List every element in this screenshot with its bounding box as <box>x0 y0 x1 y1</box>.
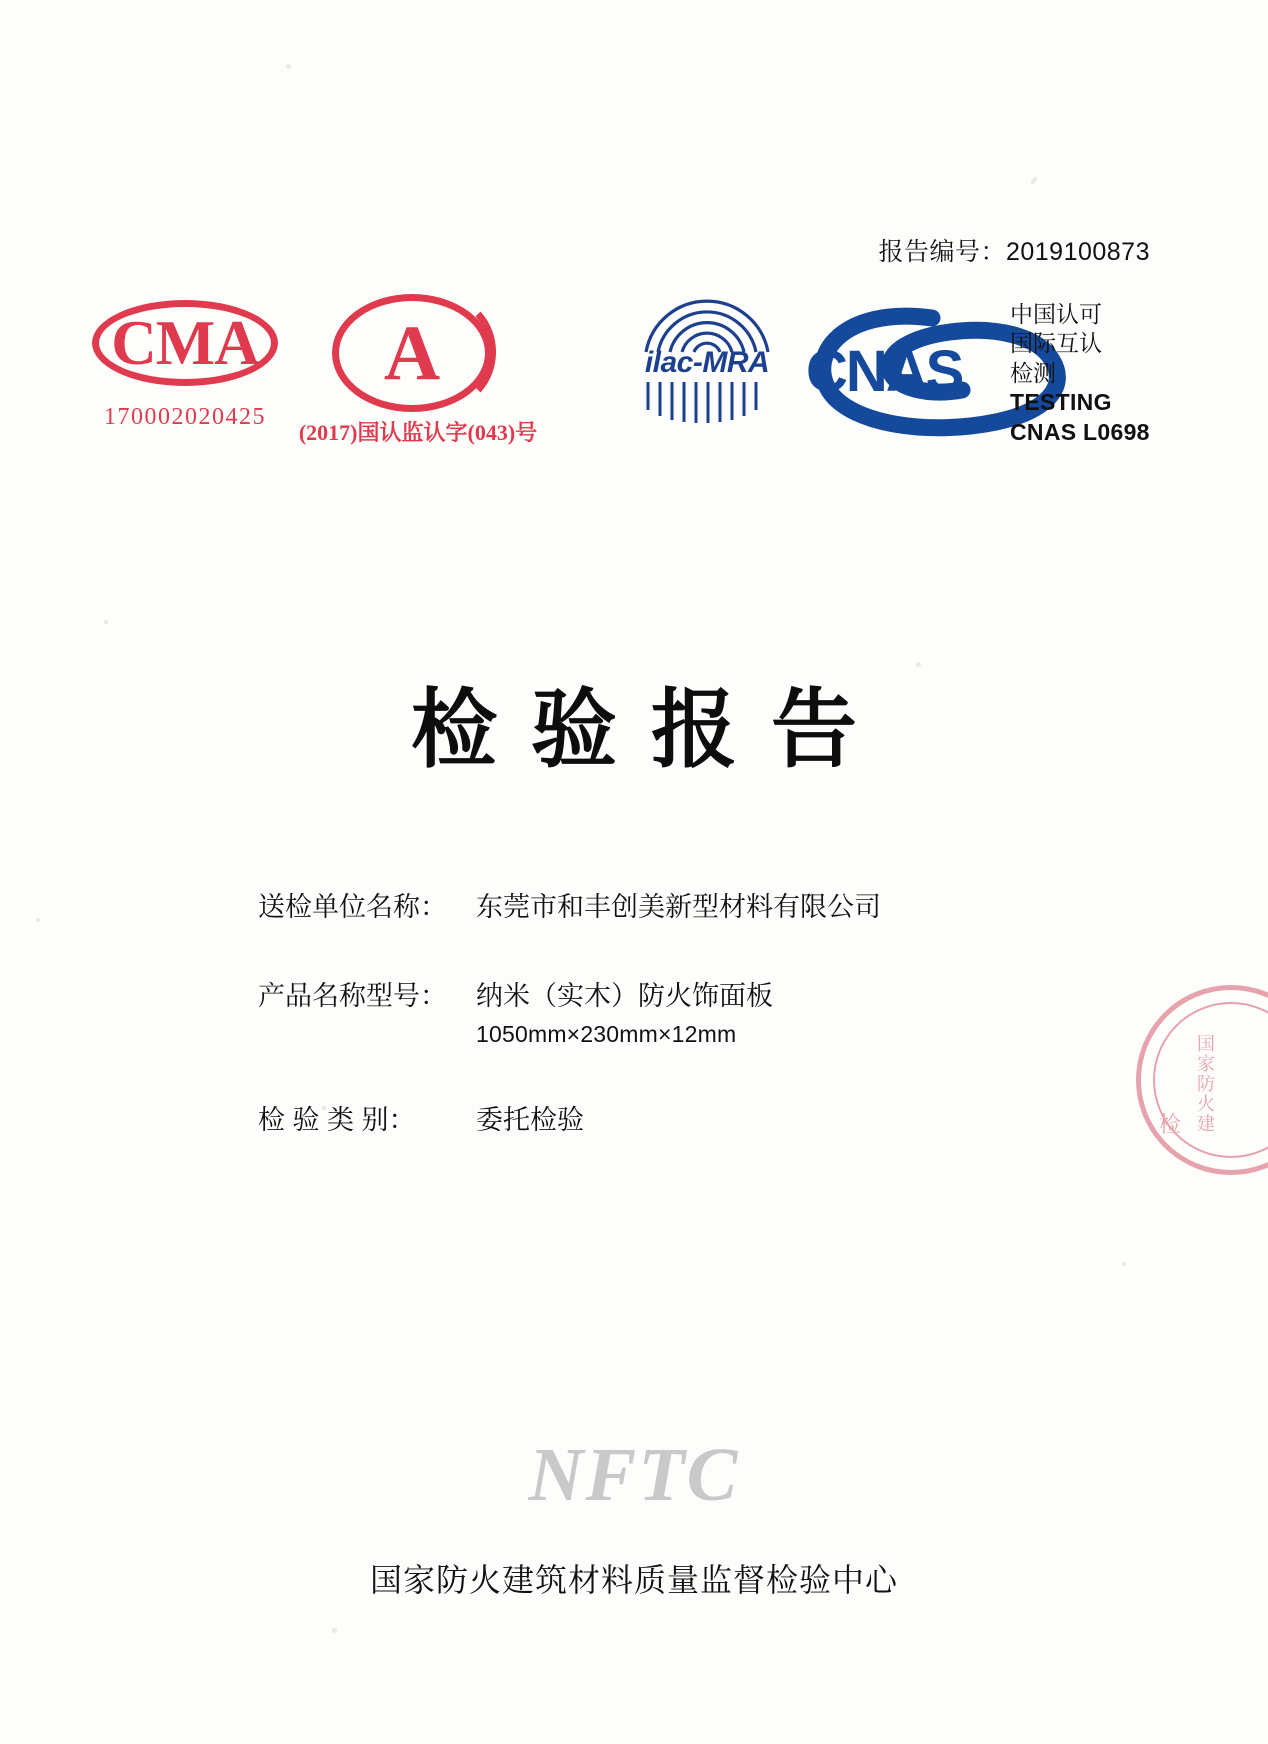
paper-speck <box>36 918 40 922</box>
report-fields <box>258 885 1058 1187</box>
field-submitting-unit <box>258 885 1058 924</box>
page-title: 检验报告 <box>411 680 891 780</box>
paper-speck <box>332 1628 337 1633</box>
seal-text-line-2: 检 <box>1159 1112 1182 1137</box>
cnas-line-4: TESTING <box>1010 389 1112 416</box>
cal-letter: A <box>383 309 441 396</box>
report-number-label: 报告编号： <box>878 238 1006 266</box>
cnas-line-5: CNAS L0698 <box>1010 418 1150 445</box>
nftc-watermark: NFTC <box>528 1433 740 1517</box>
seal-text-line-1: 国家防火建 <box>1195 1034 1215 1134</box>
cma-logo-icon <box>92 300 282 450</box>
paper-speck <box>104 620 108 624</box>
organization-name: 国家防火建筑材料质量监督检验中心 <box>369 1562 898 1598</box>
paper-speck <box>1030 176 1038 186</box>
report-number <box>878 232 1150 268</box>
cnas-line-1: 中国认可 <box>1010 301 1102 327</box>
field-product-name-model <box>258 974 1058 1048</box>
paper-speck <box>1122 1262 1126 1266</box>
field-value <box>476 974 773 1048</box>
field-value-main: 纳米（实木）防火饰面板 <box>476 981 773 1011</box>
ilac-mra-logo-icon <box>612 290 802 440</box>
official-seal-stamp <box>1136 985 1268 1175</box>
field-value: 东莞市和丰创美新型材料有限公司 <box>476 892 881 922</box>
field-value-dimensions: 1050mm×230mm×12mm <box>476 1021 737 1047</box>
field-value: 委托检验 <box>476 1105 584 1135</box>
cal-logo-icon <box>298 294 570 454</box>
field-label: 产品名称型号： <box>258 981 447 1011</box>
cal-code: (2017)国认监认字(043)号 <box>298 420 538 445</box>
cnas-line-2: 国际互认 <box>1010 330 1102 357</box>
cnas-line-3: 检测 <box>1010 359 1056 386</box>
cma-code: 170002020425 <box>104 404 266 430</box>
cnas-text: CNAS <box>806 339 963 404</box>
report-number-value: 2019100873 <box>1005 238 1150 266</box>
cma-letters: CMA <box>111 308 259 378</box>
ilac-mra-text: ilac-MRA <box>644 346 770 379</box>
field-inspection-category <box>258 1098 1058 1137</box>
field-label: 送检单位名称： <box>258 892 447 922</box>
field-label: 检 验 类 别： <box>258 1105 416 1135</box>
paper-speck <box>286 64 291 69</box>
cnas-accreditation-text <box>1010 300 1190 447</box>
